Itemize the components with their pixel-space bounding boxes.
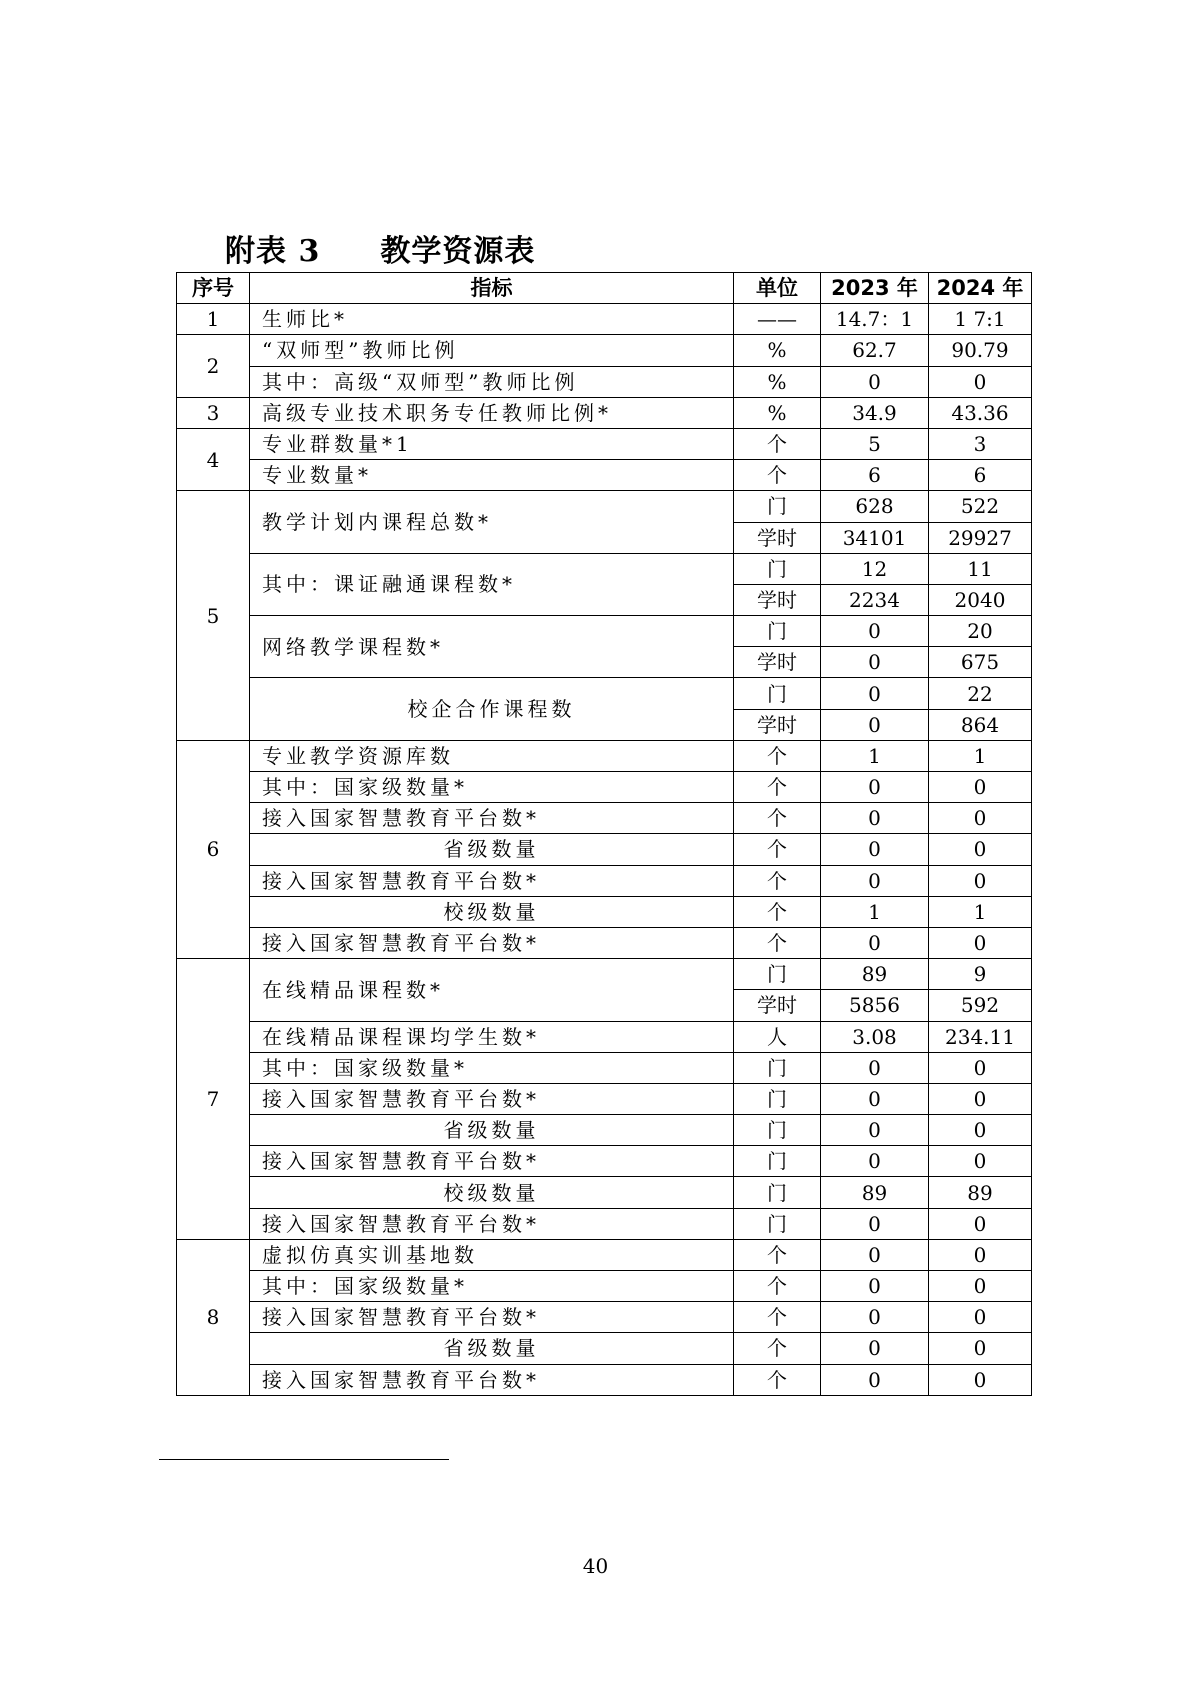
- table-row: [177, 1302, 1032, 1333]
- value-2023-cell: 34.9: [821, 397, 929, 428]
- value-2023-cell: 2234: [821, 584, 929, 615]
- value-2023-cell: 0: [821, 647, 929, 678]
- table-row: [177, 366, 1032, 397]
- indicator-cell: 校级数量: [250, 896, 734, 927]
- table-row: [177, 491, 1032, 522]
- indicator-cell: 虚拟仿真实训基地数: [250, 1239, 734, 1270]
- seq-cell: 5: [177, 491, 250, 741]
- unit-cell: 个: [734, 1271, 821, 1302]
- table-row: [177, 1052, 1032, 1083]
- value-2023-cell: 0: [821, 709, 929, 740]
- unit-cell: 门: [734, 1052, 821, 1083]
- value-2023-cell: 0: [821, 1364, 929, 1395]
- table-row: [177, 1177, 1032, 1208]
- indicator-cell: 在线精品课程课均学生数*: [250, 1021, 734, 1052]
- table-row: [177, 1239, 1032, 1270]
- value-2024-cell: 1 7:1: [929, 304, 1032, 335]
- value-2024-cell: 9: [929, 959, 1032, 990]
- indicator-cell: 其中：国家级数量*: [250, 1271, 734, 1302]
- indicator-cell: 生师比*: [250, 304, 734, 335]
- unit-cell: 门: [734, 1208, 821, 1239]
- unit-cell: 门: [734, 1146, 821, 1177]
- indicator-cell: 高级专业技术职务专任教师比例*: [250, 397, 734, 428]
- indicator-cell: 其中：课证融通课程数*: [250, 553, 734, 615]
- value-2024-cell: 22: [929, 678, 1032, 709]
- unit-cell: 学时: [734, 584, 821, 615]
- indicator-cell: 接入国家智慧教育平台数*: [250, 1083, 734, 1114]
- indicator-cell: 其中：高级“双师型”教师比例: [250, 366, 734, 397]
- unit-cell: 个: [734, 927, 821, 958]
- unit-cell: 学时: [734, 522, 821, 553]
- unit-cell: 门: [734, 1177, 821, 1208]
- unit-cell: 个: [734, 740, 821, 771]
- unit-cell: 人: [734, 1021, 821, 1052]
- header-2023: 2023 年: [821, 273, 929, 304]
- indicator-cell: 省级数量: [250, 1333, 734, 1364]
- value-2024-cell: 29927: [929, 522, 1032, 553]
- unit-cell: 门: [734, 553, 821, 584]
- table-row: [177, 834, 1032, 865]
- value-2023-cell: 0: [821, 1333, 929, 1364]
- value-2023-cell: 0: [821, 678, 929, 709]
- value-2023-cell: 14.7：1: [821, 304, 929, 335]
- value-2024-cell: 20: [929, 616, 1032, 647]
- value-2023-cell: 12: [821, 553, 929, 584]
- table-row: [177, 460, 1032, 491]
- value-2024-cell: 0: [929, 1146, 1032, 1177]
- table-row: [177, 1083, 1032, 1114]
- indicator-cell: 专业教学资源库数: [250, 740, 734, 771]
- indicator-cell: 接入国家智慧教育平台数*: [250, 803, 734, 834]
- footnote-divider: [159, 1459, 449, 1460]
- seq-cell: 3: [177, 397, 250, 428]
- table-row: [177, 1271, 1032, 1302]
- value-2024-cell: 0: [929, 1115, 1032, 1146]
- indicator-cell: 省级数量: [250, 834, 734, 865]
- indicator-cell: 省级数量: [250, 1115, 734, 1146]
- unit-cell: 个: [734, 1302, 821, 1333]
- value-2023-cell: 1: [821, 740, 929, 771]
- indicator-cell: 接入国家智慧教育平台数*: [250, 865, 734, 896]
- table-title: [225, 226, 535, 270]
- table-row: [177, 397, 1032, 428]
- table-row: [177, 304, 1032, 335]
- unit-cell: 门: [734, 678, 821, 709]
- table-row: [177, 865, 1032, 896]
- indicator-cell: 其中：国家级数量*: [250, 772, 734, 803]
- value-2023-cell: 5: [821, 428, 929, 459]
- unit-cell: 个: [734, 1333, 821, 1364]
- value-2023-cell: 0: [821, 1239, 929, 1270]
- table-row: [177, 803, 1032, 834]
- value-2024-cell: 0: [929, 1208, 1032, 1239]
- teaching-resources-table: [176, 272, 1032, 1396]
- unit-cell: 个: [734, 1364, 821, 1395]
- indicator-cell: 接入国家智慧教育平台数*: [250, 1364, 734, 1395]
- seq-cell: 4: [177, 428, 250, 490]
- value-2024-cell: 43.36: [929, 397, 1032, 428]
- value-2023-cell: 0: [821, 1115, 929, 1146]
- table-title-prefix: 附表 3: [225, 234, 321, 269]
- value-2024-cell: 90.79: [929, 335, 1032, 366]
- value-2024-cell: 234.11: [929, 1021, 1032, 1052]
- unit-cell: 个: [734, 428, 821, 459]
- header-unit: 单位: [734, 273, 821, 304]
- seq-cell: 8: [177, 1239, 250, 1395]
- indicator-cell: 教学计划内课程总数*: [250, 491, 734, 553]
- unit-cell: 个: [734, 460, 821, 491]
- table-row: [177, 1364, 1032, 1395]
- seq-cell: 1: [177, 304, 250, 335]
- indicator-cell: 在线精品课程数*: [250, 959, 734, 1021]
- unit-cell: 个: [734, 896, 821, 927]
- value-2024-cell: 0: [929, 1302, 1032, 1333]
- header-2024: 2024 年: [929, 273, 1032, 304]
- value-2023-cell: 34101: [821, 522, 929, 553]
- value-2024-cell: 864: [929, 709, 1032, 740]
- table-row: [177, 678, 1032, 709]
- indicator-cell: 校企合作课程数: [250, 678, 734, 740]
- value-2024-cell: 1: [929, 740, 1032, 771]
- table-row: [177, 772, 1032, 803]
- indicator-cell: 专业数量*: [250, 460, 734, 491]
- value-2023-cell: 3.08: [821, 1021, 929, 1052]
- value-2023-cell: 628: [821, 491, 929, 522]
- value-2023-cell: 5856: [821, 990, 929, 1021]
- value-2023-cell: 0: [821, 616, 929, 647]
- value-2023-cell: 0: [821, 927, 929, 958]
- value-2024-cell: 0: [929, 1364, 1032, 1395]
- value-2024-cell: 0: [929, 1333, 1032, 1364]
- table-row: [177, 616, 1032, 647]
- value-2023-cell: 0: [821, 366, 929, 397]
- unit-cell: 学时: [734, 709, 821, 740]
- indicator-cell: 其中：国家级数量*: [250, 1052, 734, 1083]
- table-row: [177, 740, 1032, 771]
- unit-cell: 学时: [734, 990, 821, 1021]
- unit-cell: ——: [734, 304, 821, 335]
- value-2023-cell: 0: [821, 834, 929, 865]
- value-2024-cell: 0: [929, 366, 1032, 397]
- value-2024-cell: 0: [929, 927, 1032, 958]
- indicator-cell: 接入国家智慧教育平台数*: [250, 927, 734, 958]
- indicator-cell: 专业群数量*1: [250, 428, 734, 459]
- table-row: [177, 428, 1032, 459]
- value-2023-cell: 89: [821, 959, 929, 990]
- seq-cell: 2: [177, 335, 250, 397]
- value-2023-cell: 89: [821, 1177, 929, 1208]
- value-2024-cell: 2040: [929, 584, 1032, 615]
- unit-cell: 门: [734, 1115, 821, 1146]
- value-2024-cell: 89: [929, 1177, 1032, 1208]
- value-2023-cell: 0: [821, 1083, 929, 1114]
- table-row: [177, 927, 1032, 958]
- unit-cell: 个: [734, 865, 821, 896]
- unit-cell: 门: [734, 491, 821, 522]
- value-2024-cell: 0: [929, 865, 1032, 896]
- table-row: [177, 1115, 1032, 1146]
- value-2023-cell: 0: [821, 865, 929, 896]
- header-indicator: 指标: [250, 273, 734, 304]
- value-2024-cell: 3: [929, 428, 1032, 459]
- table-row: [177, 553, 1032, 584]
- seq-cell: 7: [177, 959, 250, 1240]
- value-2024-cell: 522: [929, 491, 1032, 522]
- indicator-cell: 接入国家智慧教育平台数*: [250, 1208, 734, 1239]
- indicator-cell: 接入国家智慧教育平台数*: [250, 1302, 734, 1333]
- unit-cell: %: [734, 397, 821, 428]
- unit-cell: 个: [734, 1239, 821, 1270]
- indicator-cell: 接入国家智慧教育平台数*: [250, 1146, 734, 1177]
- value-2024-cell: 6: [929, 460, 1032, 491]
- header-seq: 序号: [177, 273, 250, 304]
- value-2024-cell: 675: [929, 647, 1032, 678]
- value-2024-cell: 0: [929, 1083, 1032, 1114]
- value-2023-cell: 0: [821, 1271, 929, 1302]
- value-2023-cell: 0: [821, 803, 929, 834]
- table-row: [177, 1021, 1032, 1052]
- value-2024-cell: 0: [929, 1239, 1032, 1270]
- table-header-row: [177, 273, 1032, 304]
- unit-cell: %: [734, 366, 821, 397]
- value-2023-cell: 0: [821, 1146, 929, 1177]
- indicator-cell: “双师型”教师比例: [250, 335, 734, 366]
- unit-cell: 个: [734, 834, 821, 865]
- value-2024-cell: 0: [929, 834, 1032, 865]
- value-2024-cell: 11: [929, 553, 1032, 584]
- value-2024-cell: 0: [929, 1052, 1032, 1083]
- seq-cell: 6: [177, 740, 250, 958]
- value-2024-cell: 1: [929, 896, 1032, 927]
- unit-cell: 门: [734, 959, 821, 990]
- value-2023-cell: 1: [821, 896, 929, 927]
- unit-cell: 个: [734, 772, 821, 803]
- page-number: 40: [582, 1554, 609, 1578]
- unit-cell: 门: [734, 616, 821, 647]
- value-2023-cell: 62.7: [821, 335, 929, 366]
- unit-cell: 门: [734, 1083, 821, 1114]
- indicator-cell: 校级数量: [250, 1177, 734, 1208]
- table-row: [177, 1208, 1032, 1239]
- table-row: [177, 1146, 1032, 1177]
- value-2023-cell: 0: [821, 1052, 929, 1083]
- value-2024-cell: 0: [929, 772, 1032, 803]
- table-row: [177, 1333, 1032, 1364]
- value-2024-cell: 0: [929, 803, 1032, 834]
- table-row: [177, 896, 1032, 927]
- value-2024-cell: 0: [929, 1271, 1032, 1302]
- unit-cell: %: [734, 335, 821, 366]
- value-2023-cell: 6: [821, 460, 929, 491]
- table-row: [177, 959, 1032, 990]
- value-2023-cell: 0: [821, 1208, 929, 1239]
- indicator-cell: 网络教学课程数*: [250, 616, 734, 678]
- value-2024-cell: 592: [929, 990, 1032, 1021]
- value-2023-cell: 0: [821, 1302, 929, 1333]
- table-row: [177, 335, 1032, 366]
- unit-cell: 学时: [734, 647, 821, 678]
- value-2023-cell: 0: [821, 772, 929, 803]
- table-title-name: 教学资源表: [380, 234, 536, 269]
- unit-cell: 个: [734, 803, 821, 834]
